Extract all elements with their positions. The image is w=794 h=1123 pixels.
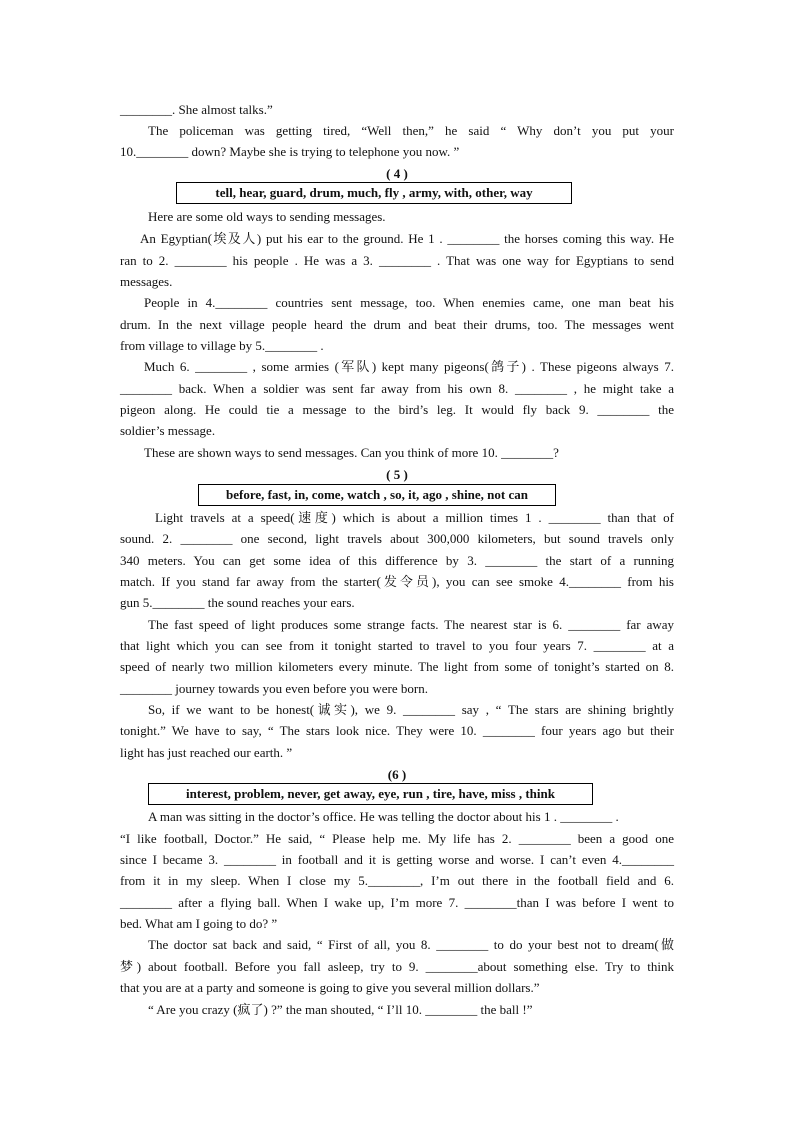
text-line: So, if we want to be honest(诚实), we 9. ________ say , “ The stars are shining brightly [148, 702, 674, 717]
text-line: Here are some old ways to sending messages. [148, 209, 386, 224]
section-number: (6 ) [387, 767, 407, 782]
word-box-text: tell, hear, guard, drum, much, fly , army, with, other, way [215, 185, 533, 200]
section-number: ( 5 ) [386, 467, 408, 482]
text-line: ran to 2. ________ his people . He was a 3. ________ . That was one way for Egyptians to send [120, 253, 674, 268]
text-line: “ Are you crazy (疯了) ?” the man shouted, “ I’ll 10. ________ the ball !” [148, 1002, 533, 1017]
text-line: pigeon along. He could tie a message to the bird’s leg. It would fly back 9. ________ the [120, 402, 674, 417]
text-line: An Egyptian(埃及人) put his ear to the ground. He 1 . ________ the horses coming this way. He [140, 231, 674, 246]
text-line: sound. 2. ________ one second, light travels about 300,000 kilometers, but sound travels only [120, 531, 674, 546]
text-line: Light travels at a speed(速度) which is about a million times 1 . ________ than that of [155, 510, 674, 525]
text-line: gun 5.________ the sound reaches your ears. [120, 595, 355, 610]
word-box-text: before, fast, in, come, watch , so, it, ago , shine, not can [226, 487, 528, 502]
text-line: from it in my sleep. When I close my 5.________, I’m out there in the football field and 6. [120, 873, 674, 888]
text-line: The doctor sat back and said, “ First of all, you 8. ________ to do your best not to dream(做 [148, 937, 674, 952]
text-line: ________ journey towards you even before you were born. [120, 681, 428, 696]
text-line: People in 4.________ countries sent message, too. When enemies came, one man beat his [144, 295, 674, 310]
word-box [176, 182, 572, 204]
text-line: 340 meters. You can get some idea of this difference by 3. ________ the start of a running [120, 553, 674, 568]
word-box [148, 783, 593, 805]
text-line: that light which you can see from it tonight started to travel to you four years 7. ________ at a [120, 638, 674, 653]
text-line: bed. What am I going to do? ” [120, 916, 278, 931]
text-line: A man was sitting in the doctor’s office. He was telling the doctor about his 1 . ________ . [148, 809, 619, 824]
text-line: from village to village by 5.________ . [120, 338, 324, 353]
text-line: ________ after a flying ball. When I wake up, I’m more 7. ________than I was before I went to [120, 895, 674, 910]
text-line: light has just reached our earth. ” [120, 745, 293, 760]
text-line: The policeman was getting tired, “Well then,” he said “ Why don’t you put your [148, 123, 674, 138]
text-line: since I became 3. ________ in football and it is getting worse and worse. I can’t even 4.________ [120, 852, 674, 867]
text-line: drum. In the next village people heard the drum and beat their drums, too. The messages went [120, 317, 674, 332]
text-line: 10.________ down? Maybe she is trying to telephone you now. ” [120, 144, 460, 159]
text-line: “I like football, Doctor.” He said, “ Please help me. My life has 2. ________ been a good one [120, 831, 674, 846]
text-line: ________ back. When a soldier was sent far away from his own 8. ________ , he might take a [120, 381, 674, 396]
text-line: soldier’s message. [120, 423, 216, 438]
word-box-text: interest, problem, never, get away, eye, run , tire, have, miss , think [186, 786, 555, 801]
text-line: messages. [120, 274, 173, 289]
text-line: that you are at a party and someone is going to give you several million dollars.” [120, 980, 540, 995]
text-line: tonight.” We have to say, “ The stars look nice. They were 10. ________ four years ago but their [120, 723, 674, 738]
text-line: match. If you stand far away from the starter(发令员), you can see smoke 4.________ from his [120, 574, 674, 589]
word-box [198, 484, 556, 506]
text-line: Much 6. ________ , some armies (军队) kept many pigeons(鸽子) . These pigeons always 7. [144, 359, 674, 374]
text-line: The fast speed of light produces some strange facts. The nearest star is 6. ________ far away [148, 617, 674, 632]
text-line: 梦) about football. Before you fall asleep, try to 9. ________about something else. Try to think [120, 959, 674, 974]
text-line: ________. She almost talks.” [120, 102, 273, 117]
text-line: speed of nearly two million kilometers every minute. The light from some of tonight’s started on 8. [120, 659, 674, 674]
text-line: These are shown ways to send messages. Can you think of more 10. ________? [144, 445, 559, 460]
section-number: ( 4 ) [386, 166, 408, 181]
